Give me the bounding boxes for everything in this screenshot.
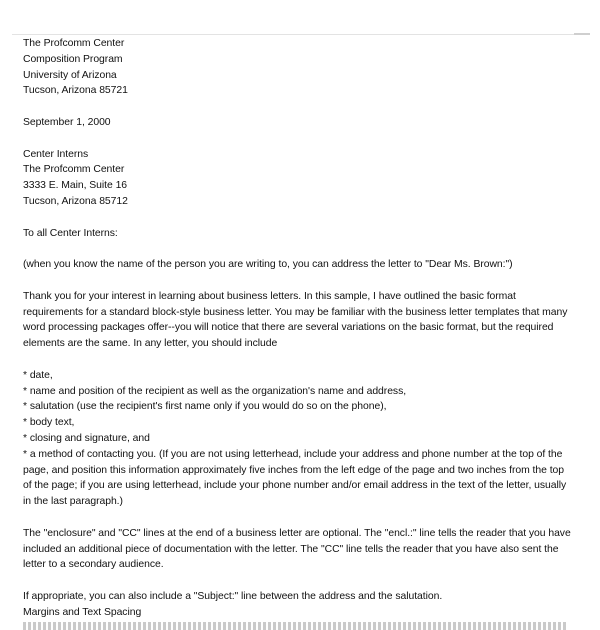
salutation: To all Center Interns: <box>23 227 118 239</box>
list-item: * closing and signature, and <box>23 432 150 444</box>
paragraph-line: elements are the same. In any letter, you should include <box>23 338 278 350</box>
enclosure-paragraph <box>23 526 578 573</box>
page-top-rule-marker <box>574 33 590 35</box>
subject-note: If appropriate, you can also include a "Subject:" line between the address and the salutation. <box>23 590 443 602</box>
section-heading: Margins and Text Spacing <box>23 606 142 618</box>
recipient-address <box>23 147 578 210</box>
recipient-line: Center Interns <box>23 148 89 160</box>
recipient-line: 3333 E. Main, Suite 16 <box>23 180 128 192</box>
list-item: * a method of contacting you. (If you are not using letterhead, include your address and phone number at the top of the <box>23 448 563 460</box>
sender-line: The Profcomm Center <box>23 38 125 49</box>
required-elements-list <box>23 368 578 510</box>
paragraph-line: Thank you for your interest in learning about business letters. In this sample, I have outlined the basic format <box>23 290 516 302</box>
sender-line: University of Arizona <box>23 69 117 81</box>
letter-date: September 1, 2000 <box>23 116 111 128</box>
list-item: * date, <box>23 369 53 381</box>
intro-paragraph <box>23 289 578 352</box>
paragraph-line: requirements for a standard block-style business letter. You may be familiar with the business letter templates that many <box>23 306 568 318</box>
sender-address <box>23 36 578 99</box>
recipient-line: The Profcomm Center <box>23 164 125 176</box>
cut-off-text-line <box>23 622 568 630</box>
sender-line: Composition Program <box>23 53 123 65</box>
list-item: * name and position of the recipient as well as the organization's name and address, <box>23 385 407 397</box>
list-item: page, and position this information approximately five inches from the left edge of the page and two inches from the top <box>23 464 564 476</box>
paragraph-line: letter to a secondary audience. <box>23 559 164 571</box>
page-top-rule <box>12 34 590 35</box>
list-item: in the last paragraph.) <box>23 496 123 508</box>
recipient-line: Tucson, Arizona 85712 <box>23 195 128 207</box>
paragraph-line: The "enclosure" and "CC" lines at the end of a business letter are optional. The "encl.:" line tells the reader that you have <box>23 527 571 539</box>
list-item: * salutation (use the recipient's first name only if you would do so on the phone), <box>23 401 387 413</box>
list-item: * body text, <box>23 417 75 429</box>
salutation-note: (when you know the name of the person you are writing to, you can address the letter to "Dear Ms. Brown:") <box>23 259 513 271</box>
letter-body <box>23 36 578 620</box>
paragraph-line: word processing packages offer--you will notice that there are several variations on the basic format, but the required <box>23 322 554 334</box>
paragraph-line: included an additional piece of documentation with the letter. The "CC" line tells the reader that you have also sent the <box>23 543 559 555</box>
sender-line: Tucson, Arizona 85721 <box>23 85 128 97</box>
list-item: of the page; if you are using letterhead, include your phone number and/or email address in the text of the letter, usually <box>23 480 567 492</box>
